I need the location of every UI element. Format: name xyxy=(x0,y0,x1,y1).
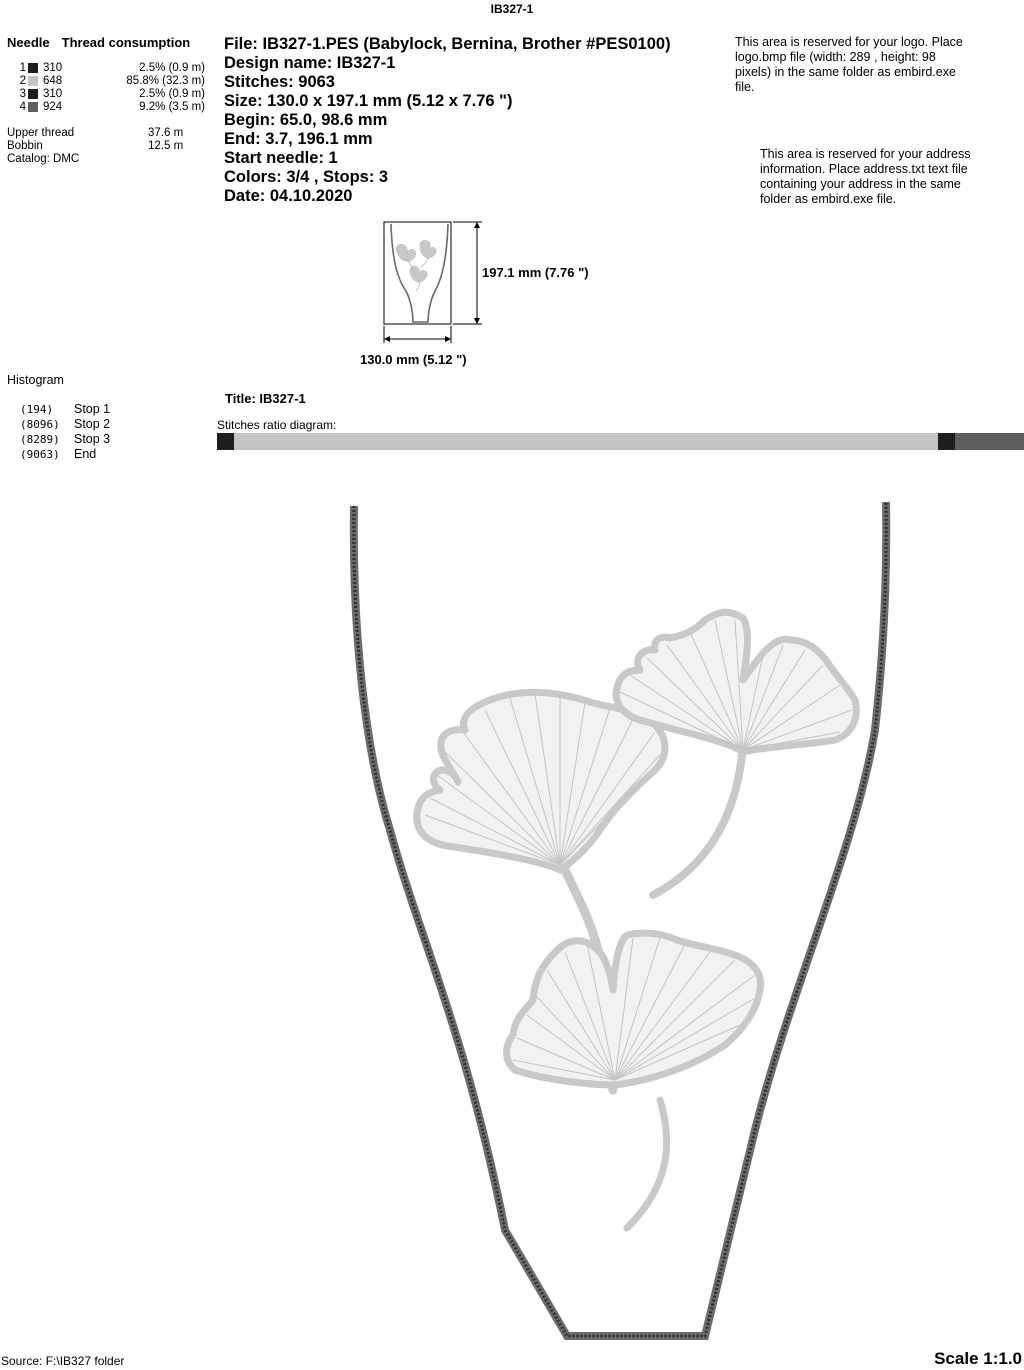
thumbnail-leaves xyxy=(396,240,436,282)
embroidery-preview xyxy=(215,470,1024,1345)
histogram-row xyxy=(20,417,110,432)
start-needle: Start needle: 1 xyxy=(224,149,338,167)
bobbin-row xyxy=(7,140,197,153)
end-position: End: 3.7, 196.1 mm xyxy=(224,130,373,148)
needle-row xyxy=(7,101,217,114)
histogram-row xyxy=(20,432,110,447)
arrow-up-icon xyxy=(474,222,480,228)
source-path: Source: F:\IB327 folder xyxy=(1,1354,125,1368)
stop-stitch-count: (8096) xyxy=(20,418,60,431)
design-name: Design name: IB327-1 xyxy=(224,54,396,72)
needle-color-swatch xyxy=(28,102,38,112)
needle-header: Needle xyxy=(7,35,50,50)
design-title: Title: IB327-1 xyxy=(225,391,306,406)
address-placeholder-note: This area is reserved for your address information. Place address.txt text file containing your address in the same folder as embird.exe file. xyxy=(760,147,971,206)
thread-consumption: 85.8% (32.3 m) xyxy=(126,75,205,87)
thumbnail-width-label: 130.0 mm (5.12 ") xyxy=(360,352,467,367)
thread-consumption-header: Thread consumption xyxy=(61,35,191,50)
thread-code: 648 xyxy=(43,75,63,87)
ginkgo-leaf xyxy=(507,933,761,1085)
design-size: Size: 130.0 x 197.1 mm (5.12 x 7.76 ") xyxy=(224,92,513,110)
histogram-label: Histogram xyxy=(7,373,64,387)
catalog: Catalog: DMC xyxy=(7,153,80,165)
bobbin-label: Bobbin xyxy=(7,140,43,152)
ratio-segment xyxy=(234,433,938,450)
colors-stops: Colors: 3/4 , Stops: 3 xyxy=(224,168,389,186)
needle-row xyxy=(7,88,217,101)
arrow-down-icon xyxy=(474,318,480,324)
page-title: IB327-1 xyxy=(490,2,534,16)
needle-row xyxy=(7,62,217,75)
stop-stitch-count: (194) xyxy=(20,403,54,416)
file-line: File: IB327-1.PES (Babylock, Bernina, Brother #PES0100) xyxy=(224,35,671,53)
arrow-left-icon xyxy=(384,336,390,342)
upper-thread-value: 37.6 m xyxy=(148,127,184,139)
stop-label: Stop 1 xyxy=(74,402,111,416)
vase-outline xyxy=(354,502,886,1336)
stop-label: Stop 3 xyxy=(74,432,111,446)
thumbnail-height-label: 197.1 mm (7.76 ") xyxy=(482,265,589,280)
stitches-ratio-label: Stitches ratio diagram: xyxy=(217,418,337,432)
ratio-segment xyxy=(217,433,234,450)
needle-color-swatch xyxy=(28,63,38,73)
ratio-segment xyxy=(938,433,955,450)
thread-code: 310 xyxy=(43,88,63,100)
thread-code: 924 xyxy=(43,101,63,113)
thread-code: 310 xyxy=(43,62,63,74)
needle-number: 3 xyxy=(19,88,26,100)
needle-row xyxy=(7,75,217,88)
stop-stitch-count: (8289) xyxy=(20,433,60,446)
thread-consumption: 2.5% (0.9 m) xyxy=(139,88,205,100)
design-thumbnail xyxy=(370,215,500,350)
needle-color-swatch xyxy=(28,89,38,99)
scale-label: Scale 1:1.0 xyxy=(934,1349,1022,1368)
design-date: Date: 04.10.2020 xyxy=(224,187,353,205)
histogram-row xyxy=(20,447,96,462)
arrow-right-icon xyxy=(445,336,451,342)
ratio-segment xyxy=(955,433,1024,450)
thread-consumption: 9.2% (3.5 m) xyxy=(139,101,205,113)
upper-thread-label: Upper thread xyxy=(7,127,75,139)
needle-number: 2 xyxy=(19,75,26,87)
upper-thread-row xyxy=(7,127,197,140)
needle-color-swatch xyxy=(28,76,38,86)
thread-consumption: 2.5% (0.9 m) xyxy=(139,62,205,74)
stitches-ratio-bar xyxy=(217,433,1024,450)
logo-placeholder-note: This area is reserved for your logo. Place logo.bmp file (width: 289 , height: 98 pixels) in the same folder as embird.exe file. xyxy=(735,35,963,94)
stitch-count: Stitches: 9063 xyxy=(224,73,335,91)
needle-number: 4 xyxy=(19,101,26,113)
stop-label: End xyxy=(74,447,97,461)
histogram-row xyxy=(20,402,110,417)
file-info xyxy=(224,35,671,206)
needle-table-header xyxy=(7,35,190,50)
stop-stitch-count: (9063) xyxy=(20,448,60,461)
needle-number: 1 xyxy=(19,62,26,74)
begin-position: Begin: 65.0, 98.6 mm xyxy=(224,111,388,129)
vase-zigzag xyxy=(354,502,886,1336)
bobbin-value: 12.5 m xyxy=(148,140,184,152)
stop-label: Stop 2 xyxy=(74,417,111,431)
